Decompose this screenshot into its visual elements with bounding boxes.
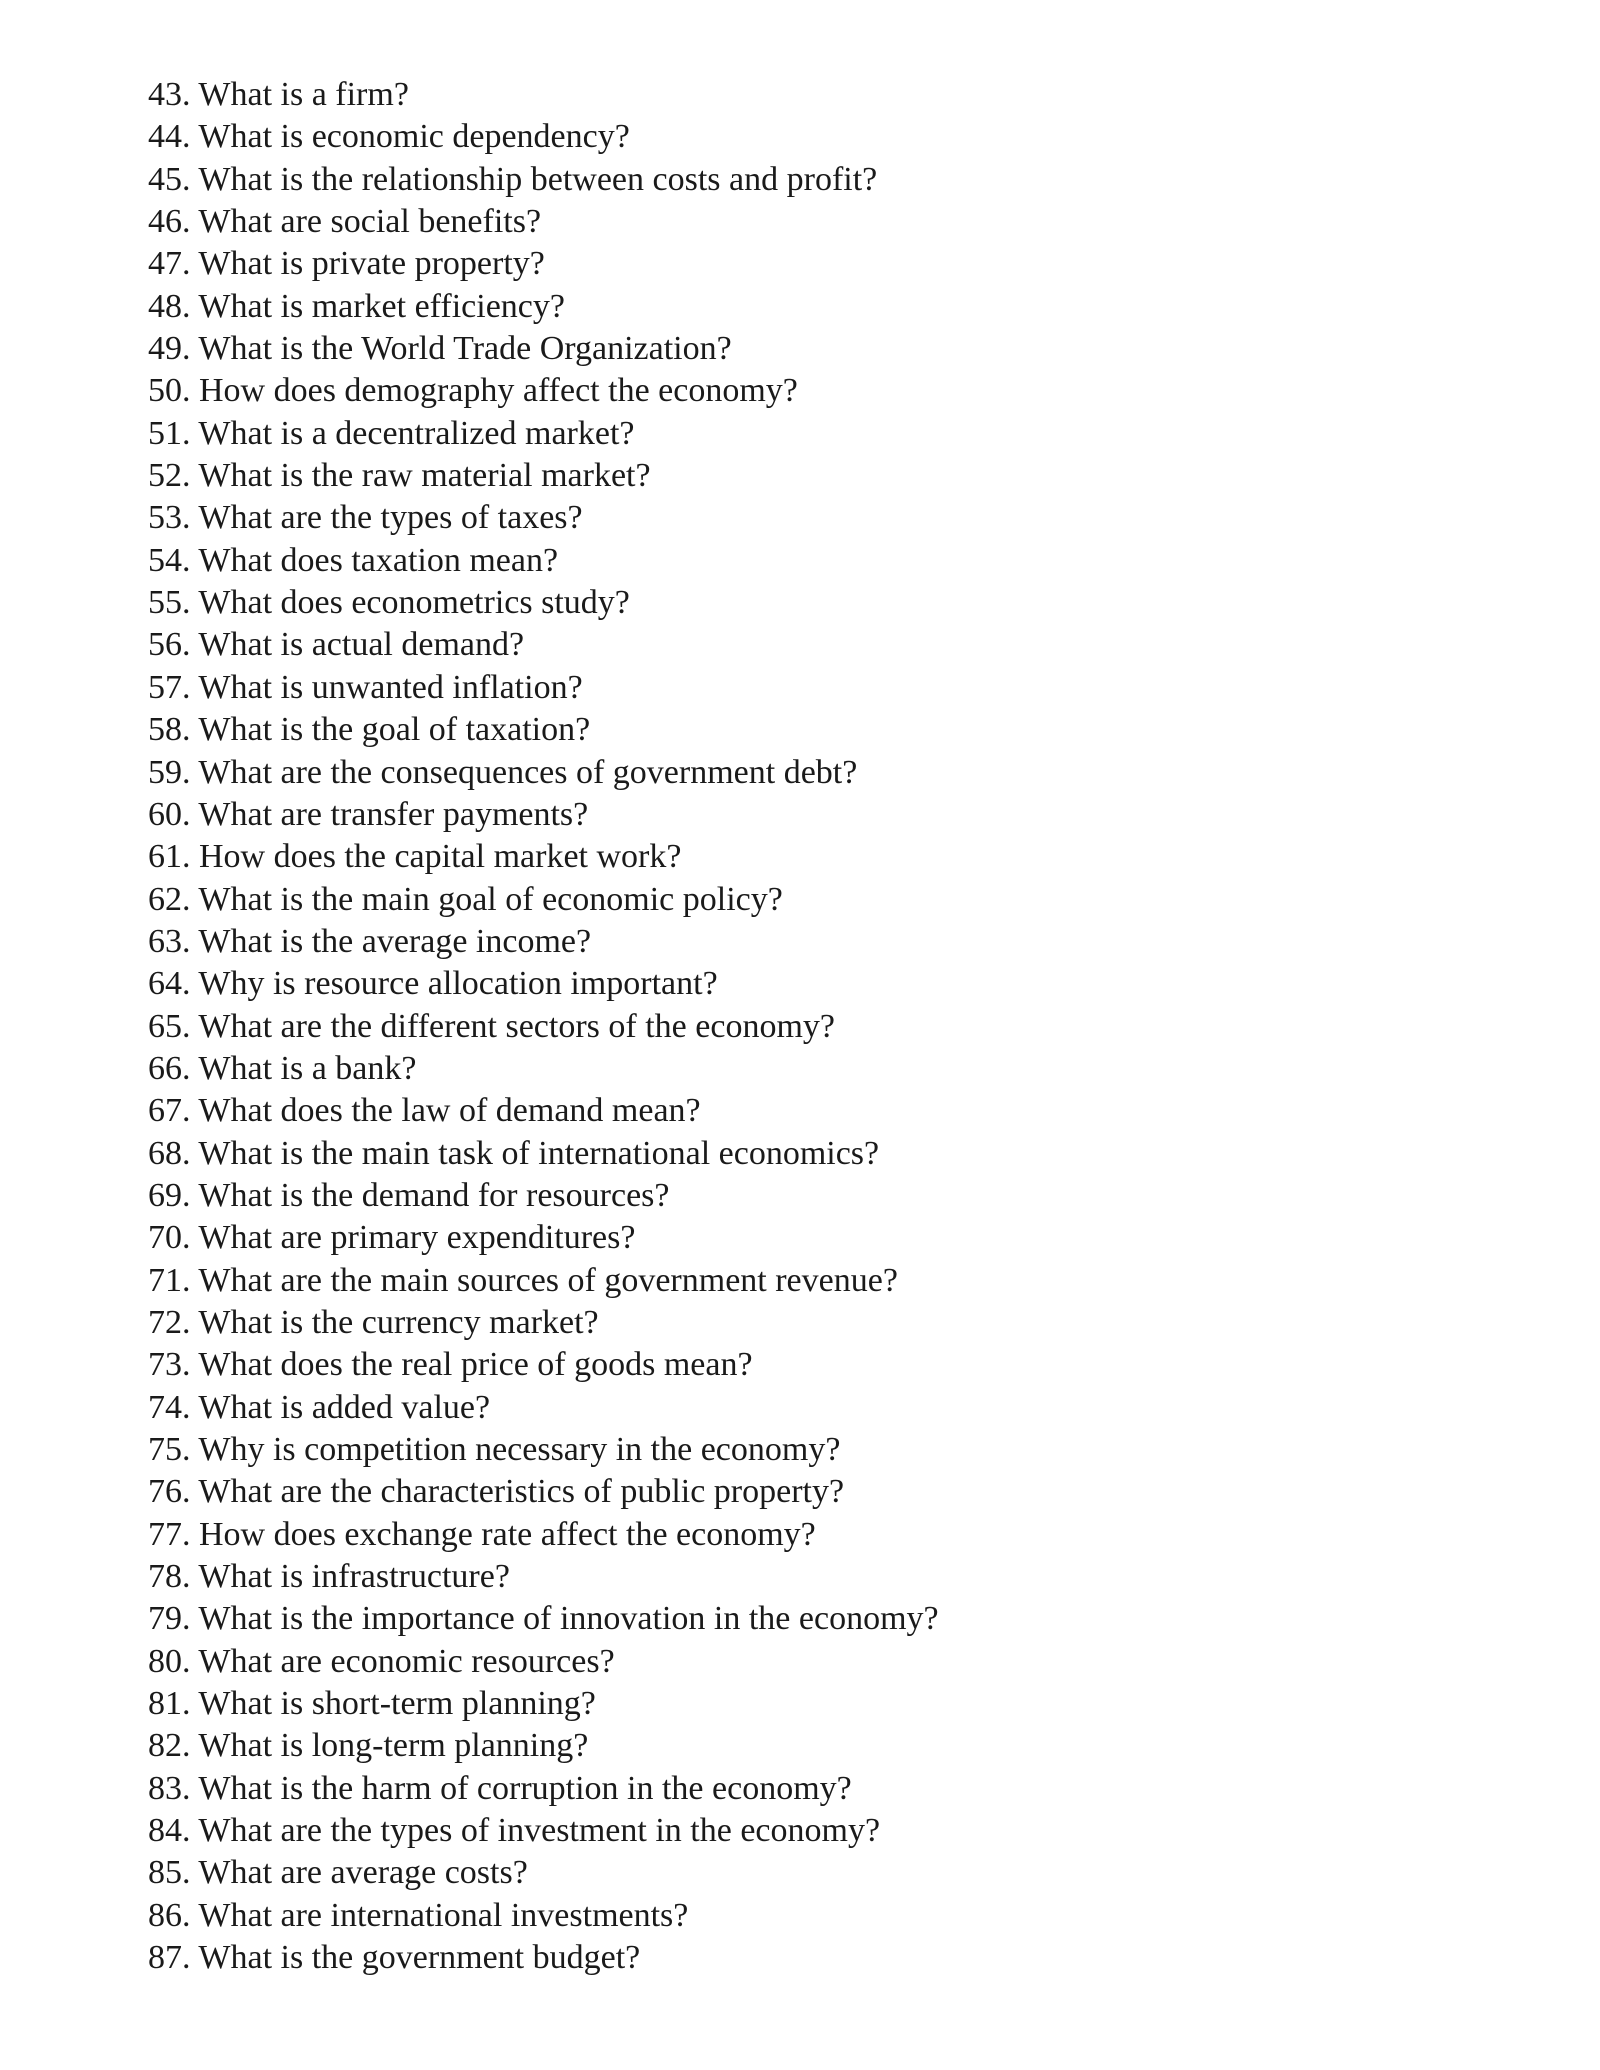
- list-item: [148, 1514, 939, 1556]
- question-number: 78.: [148, 1558, 191, 1596]
- question-text: What does the real price of goods mean?: [198, 1346, 753, 1384]
- question-text: What are the types of investment in the economy?: [198, 1812, 881, 1850]
- list-item: [148, 1937, 939, 1979]
- list-item: [148, 74, 939, 116]
- list-item: [148, 1387, 939, 1429]
- question-number: 81.: [148, 1685, 191, 1723]
- question-list: [148, 74, 939, 1979]
- question-text: What is the World Trade Organization?: [198, 330, 732, 368]
- list-item: [148, 1852, 939, 1894]
- question-text: What is the currency market?: [198, 1303, 599, 1341]
- list-item: [148, 879, 939, 921]
- question-text: What does taxation mean?: [198, 541, 559, 579]
- question-number: 87.: [148, 1939, 191, 1977]
- question-number: 65.: [148, 1007, 191, 1045]
- question-text: What are average costs?: [198, 1854, 528, 1892]
- question-text: What are the characteristics of public property?: [198, 1473, 845, 1511]
- question-text: What is actual demand?: [198, 626, 525, 664]
- question-number: 69.: [148, 1176, 191, 1214]
- list-item: [148, 201, 939, 243]
- list-item: [148, 497, 939, 539]
- question-number: 43.: [148, 76, 191, 113]
- question-text: What is the raw material market?: [198, 457, 651, 495]
- question-number: 49.: [148, 330, 191, 368]
- list-item: [148, 1598, 939, 1640]
- list-item: [148, 243, 939, 285]
- question-number: 70.: [148, 1219, 191, 1257]
- question-number: 75.: [148, 1431, 191, 1468]
- question-number: 76.: [148, 1473, 191, 1511]
- question-number: 66.: [148, 1049, 191, 1087]
- list-item: [148, 116, 939, 158]
- question-text: What are transfer payments?: [198, 795, 589, 833]
- question-text: What is the government budget?: [198, 1939, 641, 1977]
- list-item: [148, 963, 939, 1005]
- list-item: [148, 1260, 939, 1302]
- list-item: [148, 582, 939, 624]
- question-text: What is private property?: [198, 245, 545, 283]
- question-number: 72.: [148, 1303, 191, 1341]
- list-item: [148, 455, 939, 497]
- list-item: [148, 1768, 939, 1810]
- question-number: 59.: [148, 753, 191, 791]
- list-item: [148, 1344, 939, 1386]
- question-number: 56.: [148, 626, 191, 664]
- question-number: 73.: [148, 1346, 191, 1384]
- list-item: [148, 667, 939, 709]
- list-item: [148, 286, 939, 328]
- list-item: [148, 1556, 939, 1598]
- question-text: What are the consequences of government debt?: [198, 753, 858, 791]
- question-text: What is the main goal of economic policy?: [198, 880, 783, 918]
- list-item: [148, 1217, 939, 1259]
- question-number: 53.: [148, 499, 191, 537]
- question-number: 57.: [148, 668, 191, 706]
- question-text: Why is resource allocation important?: [198, 965, 718, 1003]
- question-number: 86.: [148, 1896, 191, 1934]
- list-item: [148, 1133, 939, 1175]
- question-number: 52.: [148, 457, 191, 495]
- list-item: [148, 794, 939, 836]
- list-item: [148, 370, 939, 412]
- list-item: [148, 159, 939, 201]
- question-text: Why is competition necessary in the economy?: [198, 1431, 841, 1468]
- list-item: [148, 413, 939, 455]
- question-number: 79.: [148, 1600, 191, 1638]
- question-text: What is a decentralized market?: [198, 414, 635, 452]
- question-text: What is the demand for resources?: [198, 1176, 670, 1214]
- question-text: What is short-term planning?: [198, 1685, 596, 1723]
- question-number: 63.: [148, 922, 191, 960]
- question-number: 82.: [148, 1727, 191, 1765]
- list-item: [148, 624, 939, 666]
- question-number: 46.: [148, 203, 191, 241]
- question-number: 67.: [148, 1092, 191, 1130]
- question-text: What is infrastructure?: [198, 1558, 510, 1596]
- question-text: What does the law of demand mean?: [198, 1092, 701, 1130]
- list-item: [148, 709, 939, 751]
- question-number: 51.: [148, 414, 191, 452]
- question-text: What is a firm?: [198, 76, 409, 113]
- question-text: What are social benefits?: [198, 203, 542, 241]
- question-number: 84.: [148, 1812, 191, 1850]
- question-text: What is a bank?: [198, 1049, 417, 1087]
- question-text: What is the average income?: [198, 922, 592, 960]
- question-text: What is unwanted inflation?: [198, 668, 583, 706]
- list-item: [148, 1429, 939, 1471]
- list-item: [148, 836, 939, 878]
- list-item: [148, 540, 939, 582]
- question-text: What does econometrics study?: [198, 584, 630, 622]
- question-text: What is the importance of innovation in the economy?: [198, 1600, 939, 1638]
- list-item: [148, 752, 939, 794]
- question-number: 54.: [148, 541, 191, 579]
- question-number: 80.: [148, 1642, 191, 1680]
- question-text: What is the goal of taxation?: [198, 711, 591, 749]
- question-number: 48.: [148, 287, 191, 325]
- list-item: [148, 1641, 939, 1683]
- question-text: How does the capital market work?: [199, 838, 682, 876]
- question-text: How does exchange rate affect the economy?: [199, 1515, 816, 1553]
- question-number: 47.: [148, 245, 191, 283]
- list-item: [148, 1895, 939, 1937]
- list-item: [148, 1006, 939, 1048]
- question-text: What is the relationship between costs and profit?: [198, 160, 878, 198]
- question-text: What is the harm of corruption in the economy?: [198, 1769, 852, 1807]
- question-number: 71.: [148, 1261, 191, 1299]
- question-number: 83.: [148, 1769, 191, 1807]
- list-item: [148, 1175, 939, 1217]
- question-number: 45.: [148, 160, 191, 198]
- question-text: What is economic dependency?: [198, 118, 630, 156]
- list-item: [148, 1302, 939, 1344]
- question-text: What is added value?: [198, 1388, 491, 1426]
- question-number: 44.: [148, 118, 191, 156]
- question-number: 62.: [148, 880, 191, 918]
- question-text: How does demography affect the economy?: [199, 372, 798, 410]
- question-number: 85.: [148, 1854, 191, 1892]
- question-text: What is the main task of international economics?: [198, 1134, 880, 1172]
- question-number: 74.: [148, 1388, 191, 1426]
- list-item: [148, 328, 939, 370]
- question-number: 60.: [148, 795, 191, 833]
- question-number: 58.: [148, 711, 191, 749]
- question-number: 55.: [148, 584, 191, 622]
- list-item: [148, 1048, 939, 1090]
- question-text: What are primary expenditures?: [198, 1219, 636, 1257]
- question-text: What are international investments?: [198, 1896, 689, 1934]
- question-text: What is long-term planning?: [198, 1727, 589, 1765]
- list-item: [148, 1725, 939, 1767]
- list-item: [148, 1810, 939, 1852]
- question-number: 50.: [148, 372, 191, 410]
- question-text: What is market efficiency?: [198, 287, 565, 325]
- list-item: [148, 1090, 939, 1132]
- question-number: 68.: [148, 1134, 191, 1172]
- question-text: What are economic resources?: [198, 1642, 615, 1680]
- question-text: What are the main sources of government revenue?: [198, 1261, 898, 1299]
- question-number: 61.: [148, 838, 191, 876]
- question-number: 64.: [148, 965, 191, 1003]
- list-item: [148, 1683, 939, 1725]
- list-item: [148, 921, 939, 963]
- list-item: [148, 1471, 939, 1513]
- question-number: 77.: [148, 1515, 191, 1553]
- question-text: What are the types of taxes?: [198, 499, 583, 537]
- question-text: What are the different sectors of the economy?: [198, 1007, 835, 1045]
